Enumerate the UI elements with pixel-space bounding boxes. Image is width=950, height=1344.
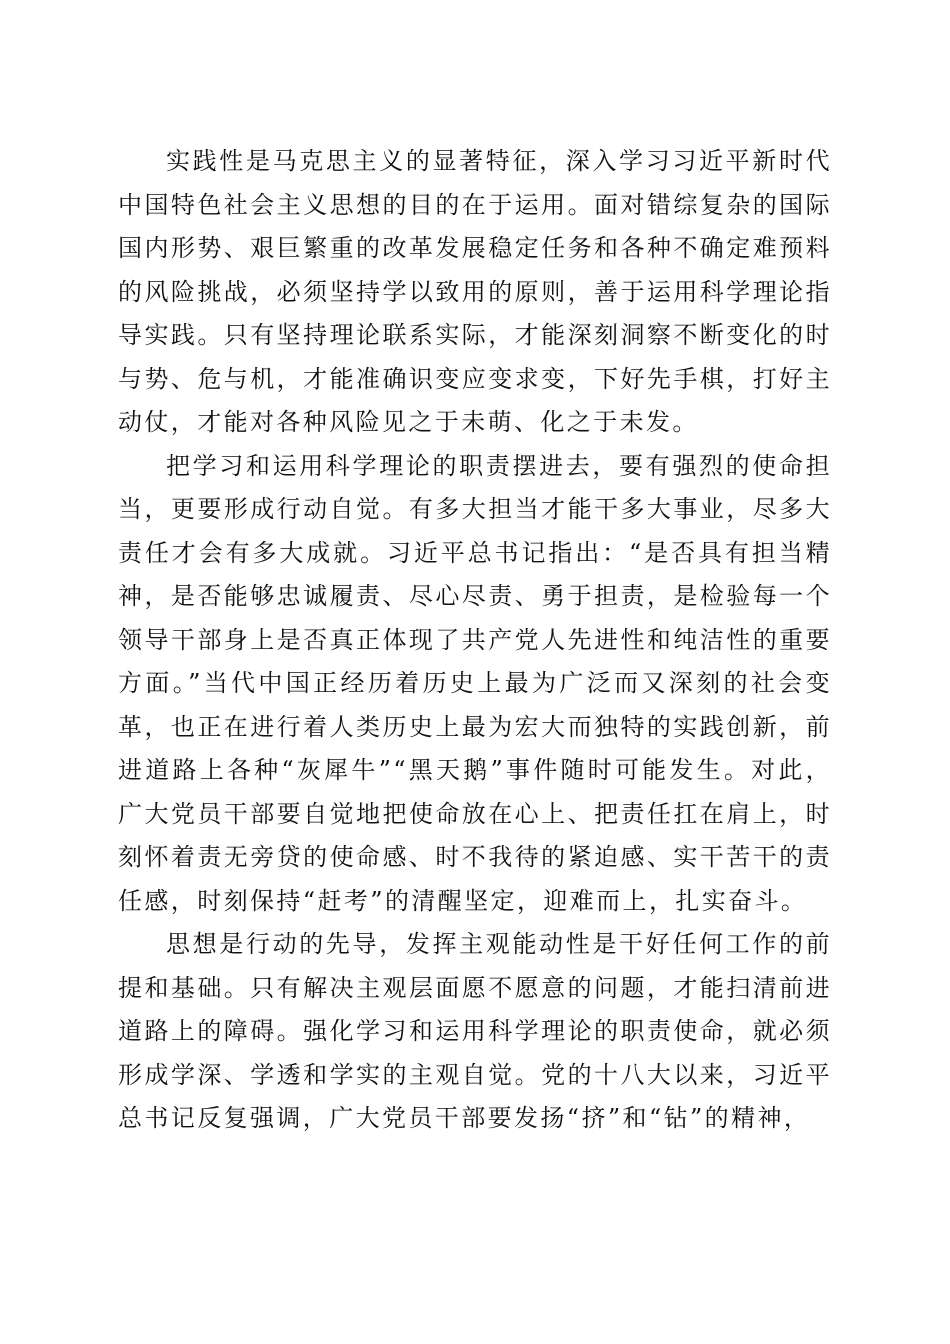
paragraph-practice: 实践性是马克思主义的显著特征，深入学习习近平新时代中国特色社会主义思想的目的在于运用。面对错综复杂的国际国内形势、艰巨繁重的改革发展稳定任务和各种不确定难预料的风险挑战，必须坚持学以致用的原则，善于运用科学理论指导实践。只有坚持理论联系实际，才能深刻洞察不断变化的时与势、危与机，才能准确识变应变求变，下好先手棋，打好主动仗，才能对各种风险见之于未萌、化之于未发。 <box>118 147 832 436</box>
paragraph-initiative: 思想是行动的先导，发挥主观能动性是干好任何工作的前提和基础。只有解决主观层面愿不愿意的问题，才能扫清前进道路上的障碍。强化学习和运用科学理论的职责使命，就必须形成学深、学透和学实的主观自觉。党的十八大以来，习近平总书记反复强调，广大党员干部要发扬“挤”和“钻”的精神， <box>118 930 832 1132</box>
paragraph-responsibility: 把学习和运用科学理论的职责摆进去，要有强烈的使命担当，更要形成行动自觉。有多大担当才能干多大事业，尽多大责任才会有多大成就。习近平总书记指出：“是否具有担当精神，是否能够忠诚履责、尽心尽责、勇于担责，是检验每一个领导干部身上是否真正体现了共产党人先进性和纯洁性的重要方面。”当代中国正经历着历史上最为广泛而又深刻的社会变革，也正在进行着人类历史上最为宏大而独特的实践创新，前进道路上各种“灰犀牛”“黑天鹅”事件随时可能发生。对此，广大党员干部要自觉地把使命放在心上、把责任扛在肩上，时刻怀着责无旁贷的使命感、时不我待的紧迫感、实干苦干的责任感，时刻保持“赶考”的清醒坚定，迎难而上，扎实奋斗。 <box>118 451 832 915</box>
document-body <box>118 140 832 1141</box>
